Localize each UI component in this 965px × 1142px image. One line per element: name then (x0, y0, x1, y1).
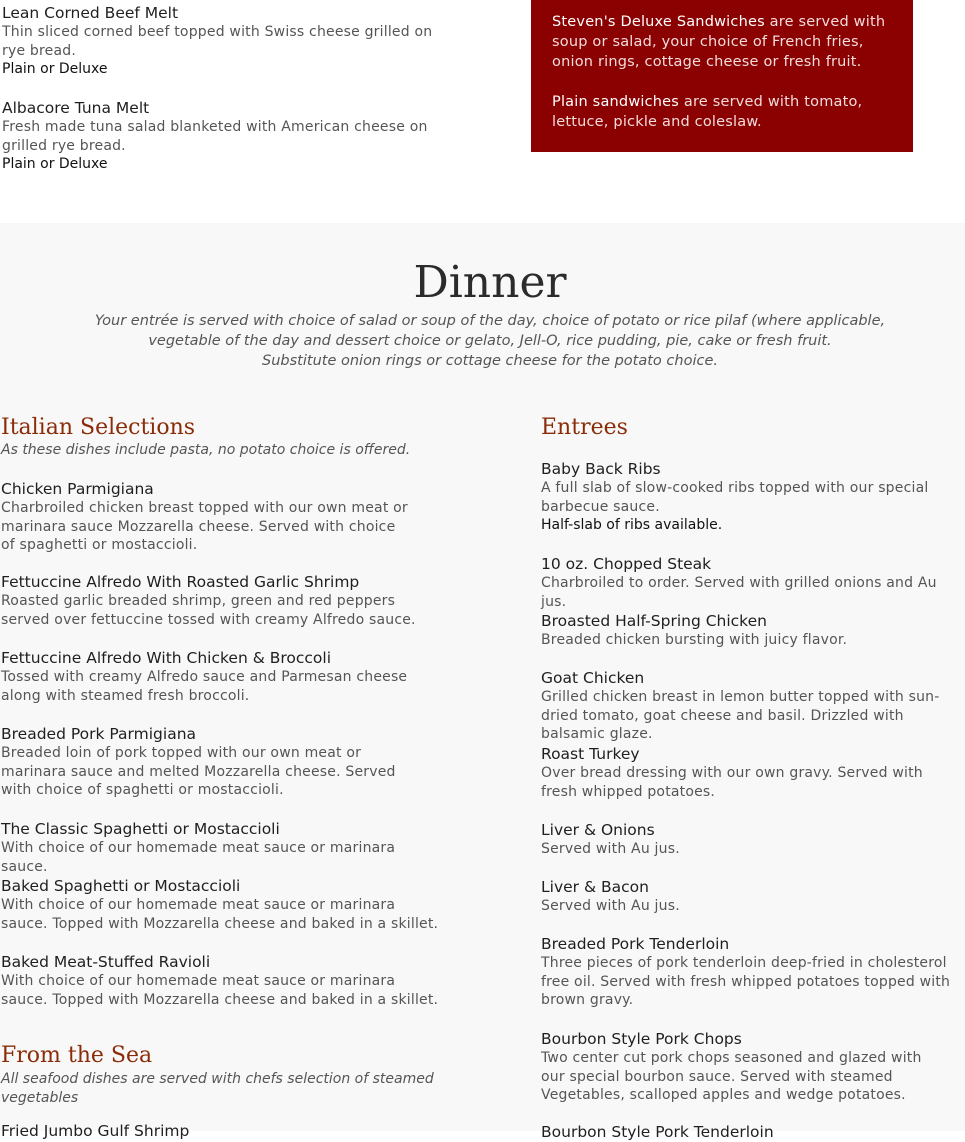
menu-item-name: Baby Back Ribs (541, 460, 661, 478)
menu-item-name: Chicken Parmigiana (1, 480, 154, 498)
menu-item-description: Fresh made tuna salad blanketed with American cheese on grilled rye bread. (2, 119, 428, 154)
menu-item-bourbon-pork-chops (541, 1030, 941, 1105)
menu-item-pork-tenderloin (541, 935, 961, 1010)
menu-item-gulf-shrimp (1, 1122, 441, 1141)
menu-item-name: Breaded Pork Tenderloin (541, 935, 730, 953)
menu-item-description: Breaded loin of pork topped with our own meat or marinara sauce and melted Mozzarella cheese. Served with choice of spaghetti or mostaccioli. (1, 745, 396, 798)
menu-item-baby-back-ribs (541, 460, 941, 535)
menu-item-description: Breaded chicken bursting with juicy flavor. (541, 632, 848, 648)
sea-subheading: All seafood dishes are served with chefs selection of steamed vegetables (1, 1071, 434, 1106)
menu-item-description: With choice of our homemade meat sauce or marinara sauce. Topped with Mozzarella cheese and baked in a skillet. (1, 897, 439, 932)
lunch-section (0, 0, 965, 223)
sea-heading: From the Sea (1, 1043, 153, 1068)
italian-heading: Italian Selections (1, 415, 196, 440)
dinner-intro (0, 311, 965, 371)
menu-item-description: Roasted garlic breaded shrimp, green and red peppers served over fettuccine tossed with creamy Alfredo sauce. (1, 593, 416, 628)
menu-item-name: Liver & Onions (541, 821, 655, 839)
menu-item-goat-chicken (541, 669, 961, 744)
sandwich-info-box (531, 0, 913, 152)
menu-item-description: Served with Au jus. (541, 898, 680, 914)
entrees-heading: Entrees (541, 415, 628, 440)
menu-item-bourbon-pork-tenderloin (541, 1123, 961, 1142)
menu-item-name: Fettuccine Alfredo With Roasted Garlic Shrimp (1, 573, 360, 591)
menu-item-chopped-steak (541, 555, 961, 611)
deluxe-text: are served with soup or salad, your choice of French fries, onion rings, cottage cheese or fresh fruit. (552, 14, 886, 70)
menu-item-liver-bacon (541, 878, 961, 916)
italian-subheading: As these dishes include pasta, no potato choice is offered. (1, 442, 411, 458)
menu-item-name: Breaded Pork Parmigiana (1, 725, 197, 743)
menu-item-alfredo-shrimp (1, 573, 441, 629)
menu-item-description: Charbroiled chicken breast topped with our own meat or marinara sauce Mozzarella cheese. Served with choice of spaghetti or mostaccioli. (1, 500, 408, 553)
menu-item-note: Plain or Deluxe (2, 61, 108, 77)
menu-item-description: Served with Au jus. (541, 841, 680, 857)
menu-item-name: Lean Corned Beef Melt (2, 4, 179, 22)
plain-label: Plain sandwiches (552, 94, 680, 110)
menu-item-description: Thin sliced corned beef topped with Swiss cheese grilled on rye bread. (2, 24, 433, 59)
menu-item-name: Bourbon Style Pork Chops (541, 1030, 742, 1048)
menu-item-name: Fried Jumbo Gulf Shrimp (1, 1122, 190, 1140)
menu-item-liver-onions (541, 821, 961, 859)
menu-item-description: Three pieces of pork tenderloin deep-fried in cholesterol free oil. Served with fresh whipped potatoes topped with brown gravy. (541, 955, 951, 1008)
menu-item-broasted-chicken (541, 612, 961, 650)
menu-item-name: Broasted Half-Spring Chicken (541, 612, 767, 630)
menu-item-note: Plain or Deluxe (2, 156, 108, 172)
dinner-intro-line: Substitute onion rings or cottage cheese for the potato choice. (262, 353, 718, 369)
menu-item-name: Goat Chicken (541, 669, 645, 687)
menu-item-classic-spaghetti (1, 820, 441, 876)
dinner-intro-line: Your entrée is served with choice of salad or soup of the day, choice of potato or rice pilaf (where applicable, (94, 313, 886, 329)
menu-item-name: Bourbon Style Pork Tenderloin (541, 1123, 774, 1141)
menu-item-name: 10 oz. Chopped Steak (541, 555, 712, 573)
menu-item-name: Liver & Bacon (541, 878, 649, 896)
menu-item-chicken-parmigiana (1, 480, 411, 555)
menu-item-description: Two center cut pork chops seasoned and glazed with our special bourbon sauce. Served with steamed Vegetables, scalloped apples and wedge potatoes. (541, 1050, 922, 1103)
menu-item-name: The Classic Spaghetti or Mostaccioli (1, 820, 280, 838)
menu-item-name: Baked Spaghetti or Mostaccioli (1, 877, 241, 895)
menu-item-note: Half-slab of ribs available. (541, 517, 723, 533)
menu-item-baked-spaghetti (1, 877, 441, 933)
menu-item-description: Tossed with creamy Alfredo sauce and Parmesan cheese along with steamed fresh broccoli. (1, 669, 408, 704)
menu-item-corned-beef-melt (2, 4, 452, 79)
menu-item-alfredo-chicken (1, 649, 441, 705)
menu-item-description: Over bread dressing with our own gravy. Served with fresh whipped potatoes. (541, 765, 923, 800)
deluxe-info (552, 12, 893, 72)
menu-item-description: With choice of our homemade meat sauce or marinara sauce. Topped with Mozzarella cheese and baked in a skillet. (1, 973, 439, 1008)
menu-item-name: Fettuccine Alfredo With Chicken & Broccoli (1, 649, 332, 667)
menu-item-tuna-melt (2, 99, 432, 174)
menu-item-description: A full slab of slow-cooked ribs topped with our special barbecue sauce. (541, 480, 929, 515)
dinner-title: Dinner (413, 257, 567, 308)
menu-item-roast-turkey (541, 745, 956, 801)
menu-item-name: Baked Meat-Stuffed Ravioli (1, 953, 211, 971)
plain-text: are served with tomato, lettuce, pickle and coleslaw. (552, 94, 863, 130)
menu-item-description: With choice of our homemade meat sauce or marinara sauce. (1, 840, 396, 875)
dinner-intro-line: vegetable of the day and dessert choice or gelato, Jell-O, rice pudding, pie, cake or fresh fruit. (148, 333, 832, 349)
menu-item-description: Charbroiled to order. Served with grilled onions and Au jus. (541, 575, 937, 610)
menu-item-name: Albacore Tuna Melt (2, 99, 150, 117)
menu-item-pork-parmigiana (1, 725, 421, 800)
menu-item-description: Grilled chicken breast in lemon butter topped with sun-dried tomato, goat cheese and basil. Drizzled with balsamic glaze. (541, 689, 940, 742)
plain-info (552, 92, 893, 132)
menu-item-name: Roast Turkey (541, 745, 640, 763)
menu-item-ravioli (1, 953, 441, 1009)
deluxe-label: Steven's Deluxe Sandwiches (552, 14, 765, 30)
